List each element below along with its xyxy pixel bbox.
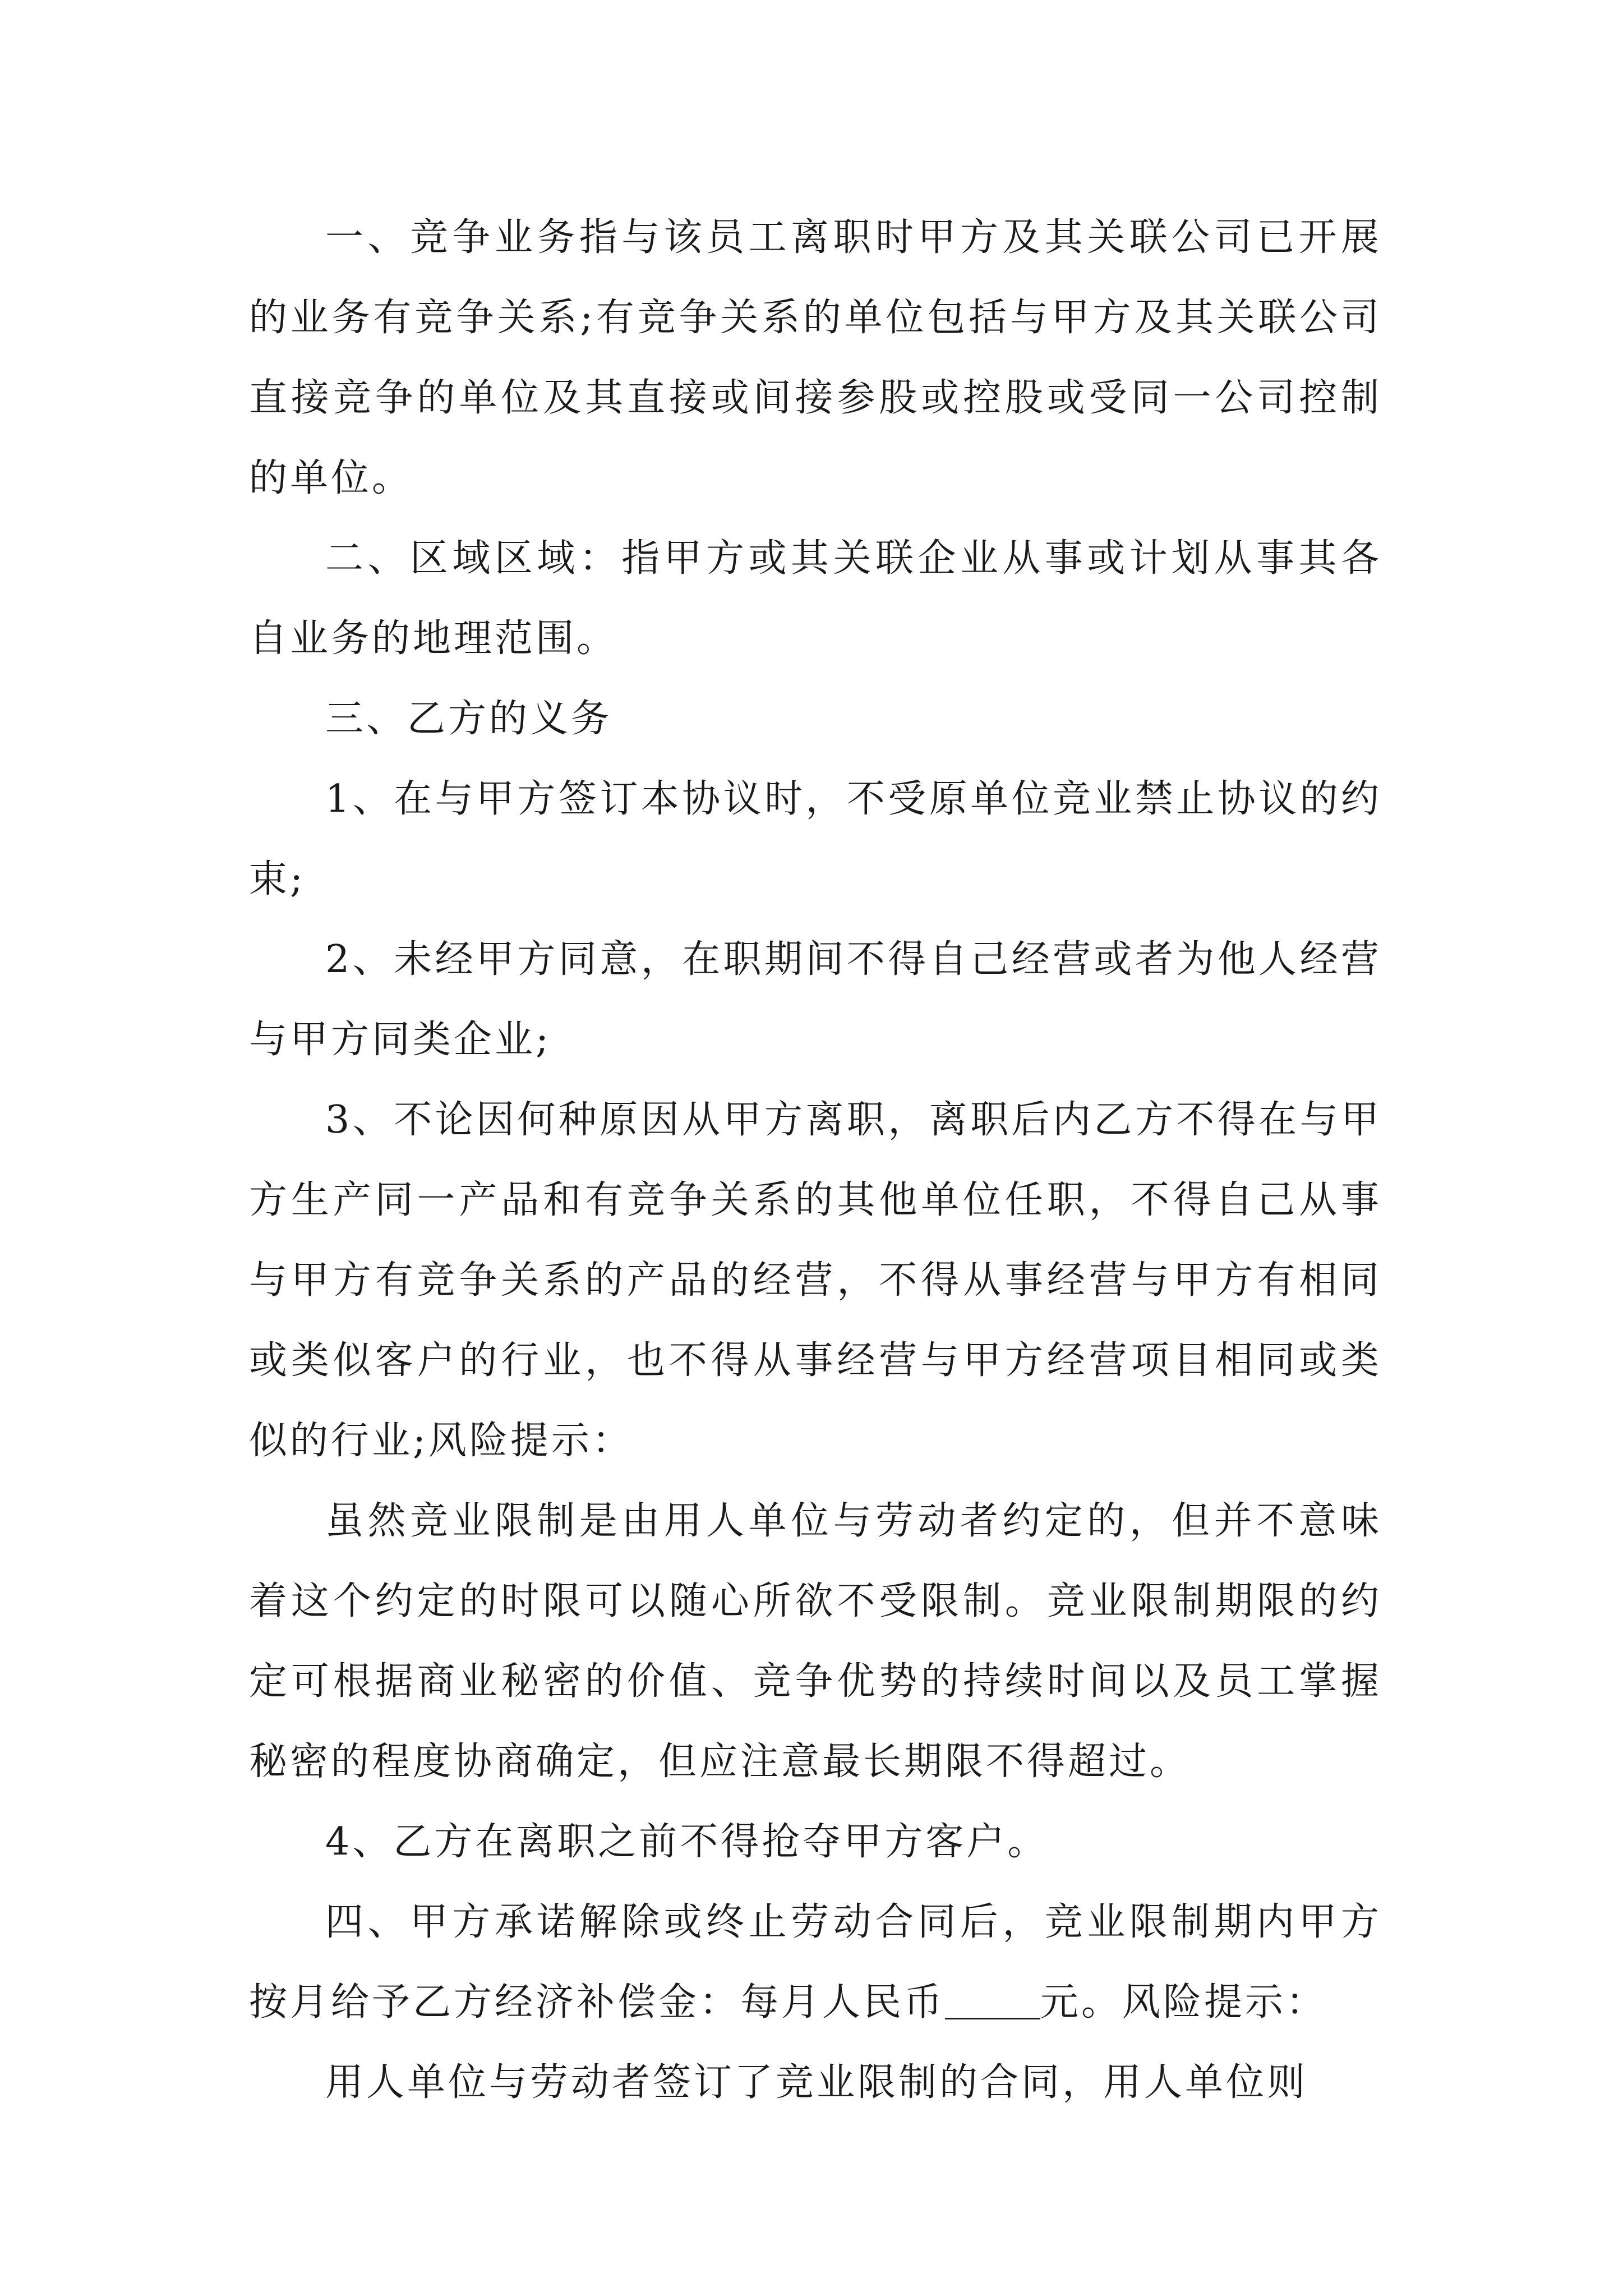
document-body xyxy=(249,197,1382,2123)
paragraph-region: 二、区域区域：指甲方或其关联企业从事或计划从事其各自业务的地理范围。 xyxy=(249,536,1382,661)
paragraph-employer-obligation: 用人单位与劳动者签订了竞业限制的合同，用人单位则 xyxy=(325,2060,1308,2105)
amount-blank-line xyxy=(945,1980,1040,2019)
paragraph-obligation-2: 2、未经甲方同意，在职期间不得自己经营或者为他人经营与甲方同类企业; xyxy=(249,937,1382,1062)
paragraph-obligation-1: 1、在与甲方签订本协议时，不受原单位竞业禁止协议的约束; xyxy=(249,777,1382,901)
paragraph-obligation-3: 3、不论因何种原因从甲方离职，离职后内乙方不得在与甲方生产同一产品和有竞争关系的其他单位任职，不得自己从事与甲方有竞争关系的产品的经营，不得从事经营与甲方有相同或类似客户的行业，也不得从事经营与甲方经营项目相同或类似的行业;风险提示： xyxy=(249,1098,1382,1463)
paragraph-competitive-business: 一、竞争业务指与该员工离职时甲方及其关联公司已开展的业务有竞争关系;有竞争关系的单位包括与甲方及其关联公司直接竞争的单位及其直接或间接参股或控股或受同一公司控制的单位。 xyxy=(249,215,1382,500)
compensation-text-after: 元。风险提示： xyxy=(1040,1980,1327,2024)
paragraph-compensation xyxy=(249,1882,1382,2042)
compensation-text-before: 四、甲方承诺解除或终止劳动合同后，竞业限制期内甲方按月给予乙方经济补偿金：每月人民币 xyxy=(249,1900,1382,2024)
paragraph-risk-note-term: 虽然竞业限制是由用人单位与劳动者约定的，但并不意味着这个约定的时限可以随心所欲不受限制。竞业限制期限的约定可根据商业秘密的价值、竞争优势的持续时间以及员工掌握秘密的程度协商确定，但应注意最长期限不得超过。 xyxy=(249,1499,1382,1784)
paragraph-obligation-4: 4、乙方在离职之前不得抢夺甲方客户。 xyxy=(325,1820,1049,1864)
paragraph-party-b-obligations-heading: 三、乙方的义务 xyxy=(325,697,612,741)
